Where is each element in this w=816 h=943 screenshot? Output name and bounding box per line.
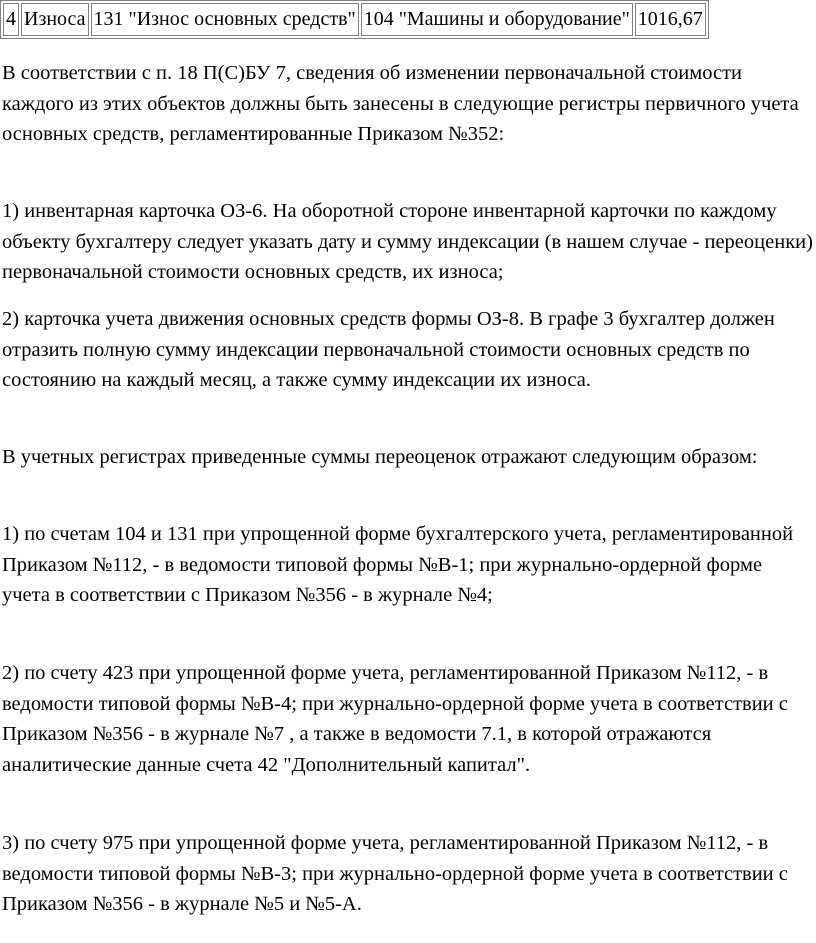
table-row <box>3 3 706 36</box>
table-cell-debit-account: 131 "Износ основных средств" <box>91 3 359 36</box>
paragraph-register-2: 2) по счету 423 при упрощенной форме учета, регламентированной Приказом №112, - в ведомости типовой формы №В-4; при журнально-ордерной форме учета в соответствии с Приказом №356 - в журнале №7 , а также в ведомости 7.1, в которой отражаются аналитические данные счета 42 "Дополнительный капитал". <box>2 662 788 776</box>
paragraph-item-1: 1) инвентарная карточка ОЗ-6. На оборотной стороне инвентарной карточки по каждому объекту бухгалтеру следует указать дату и сумму индексации (в нашем случае - переоценки) первоначальной стоимости основных средств, их износа; <box>2 200 813 283</box>
paragraph-registers-intro: В учетных регистрах приведенные суммы переоценок отражают следующим образом: <box>2 446 758 468</box>
paragraph-register-1: 1) по счетам 104 и 131 при упрощенной форме бухгалтерского учета, регламентированной Приказом №112, - в ведомости типовой формы №В-1; при журнально-ордерной форме учета в соответствии с Приказом №356 - в журнале №4; <box>2 523 794 606</box>
table-cell-type: Износа <box>21 3 89 36</box>
table-cell-number: 4 <box>3 3 19 36</box>
table-cell-credit-account: 104 "Машины и оборудование" <box>361 3 633 36</box>
paragraph-register-3: 3) по счету 975 при упрощенной форме учета, регламентированной Приказом №112, - в ведомости типовой формы №В-3; при журнально-ордерной форме учета в соответствии с Приказом №356 - в журнале №5 и №5-А. <box>2 832 788 915</box>
table-cell-amount: 1016,67 <box>635 3 706 36</box>
paragraph-item-2: 2) карточка учета движения основных средств формы ОЗ-8. В графе 3 бухгалтер должен отразить полную сумму индексации первоначальной стоимости основных средств по состоянию на каждый месяц, а также сумму индексации их износа. <box>2 308 775 391</box>
paragraph-intro: В соответствии с п. 18 П(С)БУ 7, сведения об изменении первоначальной стоимости каждого из этих объектов должны быть занесены в следующие регистры первичного учета основных средств, регламентированные Приказом №352: <box>2 62 799 145</box>
wear-table <box>0 0 709 39</box>
